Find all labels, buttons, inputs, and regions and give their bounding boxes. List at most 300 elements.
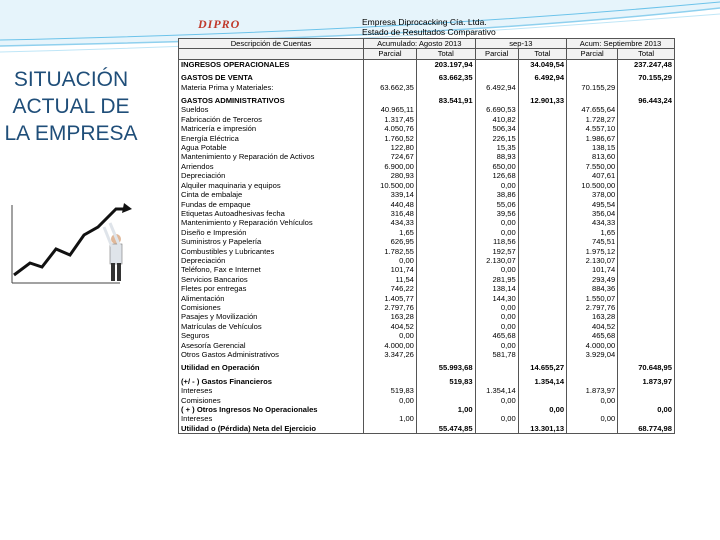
table-row <box>179 275 675 284</box>
amount-cell: 316,48 <box>364 209 417 218</box>
amount-cell <box>518 218 566 227</box>
amount-cell: 2.130,07 <box>475 256 518 265</box>
amount-cell <box>618 152 675 161</box>
amount-cell: 10.500,00 <box>567 181 618 190</box>
account-description: Mantenimiento y Reparación de Activos <box>179 152 364 161</box>
account-description: Otros Gastos Administrativos <box>179 350 364 359</box>
amount-cell <box>567 405 618 414</box>
amount-cell: 12.901,33 <box>518 96 566 105</box>
amount-cell <box>416 247 475 256</box>
table-row <box>179 331 675 340</box>
account-description: Depreciación <box>179 171 364 180</box>
amount-cell: 724,67 <box>364 152 417 161</box>
amount-cell: 2.797,76 <box>567 303 618 312</box>
table-subheader-row <box>179 49 675 59</box>
subheader-parcial: Parcial <box>475 49 518 59</box>
table-row <box>179 405 675 414</box>
amount-cell <box>518 331 566 340</box>
amount-cell <box>567 73 618 82</box>
amount-cell <box>518 386 566 395</box>
amount-cell <box>416 171 475 180</box>
amount-cell: 0,00 <box>364 331 417 340</box>
amount-cell: 226,15 <box>475 134 518 143</box>
amount-cell: 0,00 <box>567 396 618 405</box>
growth-chart-illustration <box>0 197 170 289</box>
table-row <box>179 312 675 321</box>
amount-cell: 280,93 <box>364 171 417 180</box>
amount-cell: 163,28 <box>567 312 618 321</box>
amount-cell: 40.965,11 <box>364 105 417 114</box>
amount-cell <box>618 303 675 312</box>
amount-cell: 63.662,35 <box>364 83 417 92</box>
amount-cell <box>475 59 518 69</box>
account-description: INGRESOS OPERACIONALES <box>179 59 364 69</box>
amount-cell: 813,60 <box>567 152 618 161</box>
amount-cell: 55.474,85 <box>416 424 475 434</box>
amount-cell: 203.197,94 <box>416 59 475 69</box>
amount-cell: 434,33 <box>364 218 417 227</box>
amount-cell <box>416 331 475 340</box>
col-header-group1: Acumulado: Agosto 2013 <box>364 39 476 49</box>
account-description: Comisiones <box>179 303 364 312</box>
account-description: Suministros y Papelería <box>179 237 364 246</box>
account-description: Seguros <box>179 331 364 340</box>
amount-cell: 410,82 <box>475 115 518 124</box>
report-title: Estado de Resultados Comparativo <box>362 27 496 37</box>
subheader-total: Total <box>618 49 675 59</box>
amount-cell: 70.648,95 <box>618 363 675 372</box>
amount-cell <box>364 377 417 386</box>
amount-cell: 38,86 <box>475 190 518 199</box>
amount-cell: 13.301,13 <box>518 424 566 434</box>
amount-cell <box>416 256 475 265</box>
amount-cell <box>518 350 566 359</box>
table-row <box>179 115 675 124</box>
table-row <box>179 377 675 386</box>
amount-cell <box>618 209 675 218</box>
amount-cell <box>416 341 475 350</box>
amount-cell <box>364 59 417 69</box>
amount-cell: 495,54 <box>567 200 618 209</box>
amount-cell <box>518 83 566 92</box>
table-row <box>179 303 675 312</box>
amount-cell <box>416 200 475 209</box>
amount-cell <box>416 181 475 190</box>
amount-cell <box>618 312 675 321</box>
amount-cell <box>618 331 675 340</box>
amount-cell: 0,00 <box>618 405 675 414</box>
amount-cell <box>416 350 475 359</box>
amount-cell: 1.405,77 <box>364 294 417 303</box>
amount-cell <box>416 190 475 199</box>
table-row <box>179 424 675 434</box>
account-description: Fabricación de Terceros <box>179 115 364 124</box>
table-row <box>179 386 675 395</box>
amount-cell <box>518 396 566 405</box>
amount-cell <box>416 218 475 227</box>
amount-cell: 4.050,76 <box>364 124 417 133</box>
account-description: GASTOS ADMINISTRATIVOS <box>179 96 364 105</box>
amount-cell <box>364 405 417 414</box>
amount-cell <box>416 162 475 171</box>
amount-cell: 519,83 <box>364 386 417 395</box>
amount-cell <box>618 322 675 331</box>
amount-cell: 96.443,24 <box>618 96 675 105</box>
company-header <box>362 17 496 37</box>
amount-cell: 4.000,00 <box>364 341 417 350</box>
account-description: Pasajes y Movilización <box>179 312 364 321</box>
table-row <box>179 162 675 171</box>
amount-cell <box>618 294 675 303</box>
amount-cell: 144,30 <box>475 294 518 303</box>
amount-cell: 101,74 <box>567 265 618 274</box>
account-description: Intereses <box>179 386 364 395</box>
amount-cell: 0,00 <box>475 228 518 237</box>
amount-cell: 465,68 <box>567 331 618 340</box>
table-row <box>179 350 675 359</box>
slide-title: SITUACIÓN ACTUAL DE LA EMPRESA <box>4 68 138 145</box>
col-header-group3: Acum: Septiembre 2013 <box>567 39 675 49</box>
amount-cell: 407,61 <box>567 171 618 180</box>
amount-cell <box>618 162 675 171</box>
amount-cell <box>618 228 675 237</box>
account-description: Energía Eléctrica <box>179 134 364 143</box>
table-row <box>179 247 675 256</box>
amount-cell <box>567 377 618 386</box>
amount-cell: 70.155,29 <box>567 83 618 92</box>
amount-cell <box>416 275 475 284</box>
amount-cell: 0,00 <box>475 396 518 405</box>
amount-cell <box>618 171 675 180</box>
table-row <box>179 256 675 265</box>
amount-cell <box>416 265 475 274</box>
amount-cell: 138,15 <box>567 143 618 152</box>
amount-cell: 63.662,35 <box>416 73 475 82</box>
account-description: Servicios Bancarios <box>179 275 364 284</box>
col-header-group2: sep-13 <box>475 39 567 49</box>
amount-cell: 6.690,53 <box>475 105 518 114</box>
amount-cell: 88,93 <box>475 152 518 161</box>
amount-cell: 1.760,52 <box>364 134 417 143</box>
amount-cell <box>618 237 675 246</box>
amount-cell: 581,78 <box>475 350 518 359</box>
table-row <box>179 200 675 209</box>
amount-cell: 47.655,64 <box>567 105 618 114</box>
amount-cell <box>416 83 475 92</box>
amount-cell <box>518 143 566 152</box>
amount-cell <box>364 96 417 105</box>
account-description: Alimentación <box>179 294 364 303</box>
amount-cell: 4.000,00 <box>567 341 618 350</box>
amount-cell: 1,00 <box>364 414 417 423</box>
amount-cell <box>416 237 475 246</box>
amount-cell <box>416 124 475 133</box>
amount-cell <box>416 303 475 312</box>
amount-cell <box>567 363 618 372</box>
account-description: Mantenimiento y Reparación Vehículos <box>179 218 364 227</box>
amount-cell <box>416 312 475 321</box>
account-description: Utilidad en Operación <box>179 363 364 372</box>
amount-cell: 0,00 <box>475 341 518 350</box>
company-logo: DIPRO <box>198 17 241 31</box>
amount-cell: 4.557,10 <box>567 124 618 133</box>
account-description: Intereses <box>179 414 364 423</box>
amount-cell <box>518 294 566 303</box>
amount-cell <box>416 294 475 303</box>
amount-cell <box>618 218 675 227</box>
table-row <box>179 414 675 423</box>
account-description: Arriendos <box>179 162 364 171</box>
table-row <box>179 96 675 105</box>
amount-cell <box>518 237 566 246</box>
amount-cell: 0,00 <box>567 414 618 423</box>
amount-cell <box>416 414 475 423</box>
amount-cell: 1,00 <box>416 405 475 414</box>
table-row <box>179 83 675 92</box>
table-row <box>179 284 675 293</box>
amount-cell: 68.774,98 <box>618 424 675 434</box>
company-name: Empresa Diprocacking Cía. Ltda. <box>362 17 487 27</box>
amount-cell: 339,14 <box>364 190 417 199</box>
table-row <box>179 181 675 190</box>
amount-cell: 15,35 <box>475 143 518 152</box>
amount-cell: 3.929,04 <box>567 350 618 359</box>
amount-cell <box>618 115 675 124</box>
table-row <box>179 190 675 199</box>
amount-cell: 404,52 <box>567 322 618 331</box>
amount-cell <box>518 265 566 274</box>
table-row <box>179 363 675 372</box>
account-description: Matrículas de Vehículos <box>179 322 364 331</box>
amount-cell: 11,54 <box>364 275 417 284</box>
amount-cell: 626,95 <box>364 237 417 246</box>
account-description: Fundas de empaque <box>179 200 364 209</box>
table-row <box>179 294 675 303</box>
amount-cell <box>518 209 566 218</box>
amount-cell <box>618 124 675 133</box>
amount-cell: 378,00 <box>567 190 618 199</box>
amount-cell <box>518 247 566 256</box>
amount-cell: 163,28 <box>364 312 417 321</box>
amount-cell <box>518 171 566 180</box>
amount-cell <box>518 115 566 124</box>
amount-cell <box>416 386 475 395</box>
account-description: ( + ) Otros Ingresos No Operacionales <box>179 405 364 414</box>
amount-cell: 39,56 <box>475 209 518 218</box>
amount-cell <box>618 83 675 92</box>
amount-cell <box>518 134 566 143</box>
account-description: Comisiones <box>179 396 364 405</box>
table-row <box>179 322 675 331</box>
amount-cell <box>518 284 566 293</box>
amount-cell <box>416 152 475 161</box>
amount-cell: 0,00 <box>475 322 518 331</box>
amount-cell: 1.550,07 <box>567 294 618 303</box>
amount-cell: 1,65 <box>364 228 417 237</box>
subheader-total: Total <box>416 49 475 59</box>
account-description: Depreciación <box>179 256 364 265</box>
amount-cell <box>416 322 475 331</box>
amount-cell: 746,22 <box>364 284 417 293</box>
businessman-figure <box>104 223 122 281</box>
amount-cell <box>618 284 675 293</box>
amount-cell: 1.728,27 <box>567 115 618 124</box>
amount-cell: 650,00 <box>475 162 518 171</box>
amount-cell: 519,83 <box>416 377 475 386</box>
amount-cell: 55.993,68 <box>416 363 475 372</box>
table-row <box>179 143 675 152</box>
amount-cell <box>416 209 475 218</box>
amount-cell: 1.782,55 <box>364 247 417 256</box>
amount-cell <box>518 414 566 423</box>
amount-cell: 1.986,67 <box>567 134 618 143</box>
table-row <box>179 105 675 114</box>
amount-cell: 0,00 <box>364 396 417 405</box>
amount-cell: 1.873,97 <box>567 386 618 395</box>
account-description: Cinta de embalaje <box>179 190 364 199</box>
amount-cell <box>618 256 675 265</box>
amount-cell <box>567 59 618 69</box>
amount-cell <box>518 124 566 133</box>
amount-cell <box>518 303 566 312</box>
amount-cell: 1.975,12 <box>567 247 618 256</box>
amount-cell: 0,00 <box>475 265 518 274</box>
income-statement-table <box>178 38 675 434</box>
amount-cell: 2.130,07 <box>567 256 618 265</box>
account-description: Teléfono, Fax e Internet <box>179 265 364 274</box>
table-header-row <box>179 39 675 49</box>
amount-cell <box>518 228 566 237</box>
amount-cell <box>518 105 566 114</box>
amount-cell: 0,00 <box>475 312 518 321</box>
amount-cell <box>475 424 518 434</box>
amount-cell <box>416 115 475 124</box>
amount-cell: 1.354,14 <box>475 386 518 395</box>
amount-cell <box>416 134 475 143</box>
amount-cell <box>475 377 518 386</box>
amount-cell: 1.354,14 <box>518 377 566 386</box>
account-description: Agua Potable <box>179 143 364 152</box>
account-description: Etiquetas Autoadhesivas fecha <box>179 209 364 218</box>
amount-cell: 10.500,00 <box>364 181 417 190</box>
amount-cell: 101,74 <box>364 265 417 274</box>
account-description: Fletes por entregas <box>179 284 364 293</box>
amount-cell: 0,00 <box>364 256 417 265</box>
account-description: Diseño e Impresión <box>179 228 364 237</box>
table-row <box>179 265 675 274</box>
account-description: Materia Prima y Materiales: <box>179 83 364 92</box>
amount-cell <box>416 105 475 114</box>
amount-cell: 404,52 <box>364 322 417 331</box>
amount-cell: 126,68 <box>475 171 518 180</box>
amount-cell: 6.900,00 <box>364 162 417 171</box>
amount-cell <box>618 350 675 359</box>
table-row <box>179 171 675 180</box>
amount-cell: 7.550,00 <box>567 162 618 171</box>
amount-cell <box>618 247 675 256</box>
amount-cell: 1,65 <box>567 228 618 237</box>
amount-cell <box>416 143 475 152</box>
table-row <box>179 218 675 227</box>
amount-cell <box>618 275 675 284</box>
amount-cell: 34.049,54 <box>518 59 566 69</box>
amount-cell <box>518 162 566 171</box>
amount-cell: 356,04 <box>567 209 618 218</box>
amount-cell <box>518 312 566 321</box>
amount-cell <box>618 341 675 350</box>
amount-cell <box>518 152 566 161</box>
subheader-parcial: Parcial <box>567 49 618 59</box>
amount-cell: 465,68 <box>475 331 518 340</box>
table-row <box>179 396 675 405</box>
amount-cell <box>618 396 675 405</box>
amount-cell <box>618 105 675 114</box>
amount-cell: 55,06 <box>475 200 518 209</box>
account-description: GASTOS DE VENTA <box>179 73 364 82</box>
amount-cell <box>518 256 566 265</box>
table-row <box>179 228 675 237</box>
amount-cell: 70.155,29 <box>618 73 675 82</box>
amount-cell: 0,00 <box>475 303 518 312</box>
amount-cell: 3.347,26 <box>364 350 417 359</box>
table-row <box>179 59 675 69</box>
account-description: Matricería e impresión <box>179 124 364 133</box>
account-description: (+/ - ) Gastos Financieros <box>179 377 364 386</box>
amount-cell: 2.797,76 <box>364 303 417 312</box>
account-description: Sueldos <box>179 105 364 114</box>
amount-cell <box>364 363 417 372</box>
amount-cell <box>475 73 518 82</box>
amount-cell <box>618 200 675 209</box>
amount-cell: 1.873,97 <box>618 377 675 386</box>
amount-cell <box>475 405 518 414</box>
amount-cell <box>618 386 675 395</box>
amount-cell: 0,00 <box>475 181 518 190</box>
account-description: Combustibles y Lubricantes <box>179 247 364 256</box>
amount-cell <box>618 414 675 423</box>
amount-cell: 122,80 <box>364 143 417 152</box>
amount-cell: 745,51 <box>567 237 618 246</box>
amount-cell <box>618 190 675 199</box>
amount-cell: 293,49 <box>567 275 618 284</box>
subheader-total: Total <box>518 49 566 59</box>
amount-cell: 6.492,94 <box>518 73 566 82</box>
amount-cell <box>518 190 566 199</box>
table-row <box>179 124 675 133</box>
amount-cell <box>518 181 566 190</box>
amount-cell <box>618 265 675 274</box>
amount-cell <box>618 134 675 143</box>
amount-cell: 506,34 <box>475 124 518 133</box>
amount-cell: 6.492,94 <box>475 83 518 92</box>
amount-cell: 884,36 <box>567 284 618 293</box>
account-description: Asesoría Gerencial <box>179 341 364 350</box>
amount-cell <box>567 424 618 434</box>
amount-cell <box>364 424 417 434</box>
amount-cell: 237.247,48 <box>618 59 675 69</box>
amount-cell: 138,14 <box>475 284 518 293</box>
table-row <box>179 134 675 143</box>
table-row <box>179 237 675 246</box>
amount-cell: 192,57 <box>475 247 518 256</box>
amount-cell <box>416 228 475 237</box>
amount-cell <box>567 96 618 105</box>
amount-cell <box>364 73 417 82</box>
table-row <box>179 341 675 350</box>
table-row <box>179 152 675 161</box>
account-description: Utilidad o (Pérdida) Neta del Ejercicio <box>179 424 364 434</box>
amount-cell: 83.541,91 <box>416 96 475 105</box>
